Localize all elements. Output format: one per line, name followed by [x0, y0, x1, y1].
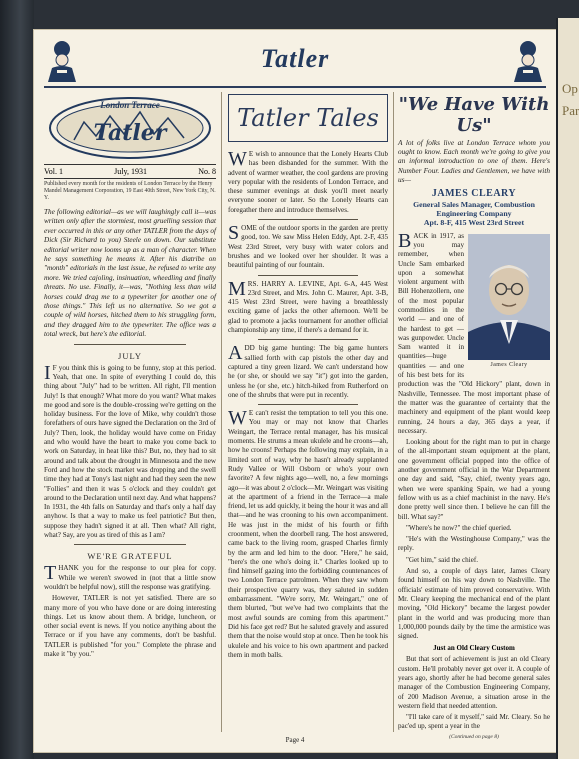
tale-5: [228, 409, 388, 660]
divider: [74, 544, 186, 545]
tatler-logo: [44, 92, 216, 162]
tale-1: [228, 150, 388, 215]
tale-4-body: DD big game hunting: The big game hunters sallied forth with cap pistols the other day and captured a tiny green lizard. We can't understand how he (or she, or should we say "it") got into the garden, unless he (or she, etc.) hitch-hiked from Rutherford on one of the shrubs that were put in recently.: [228, 344, 388, 399]
tale-3-body: RS. HARRY A. LEVINE, Apt. 6-A, 445 West 23rd Street, and Mrs. John C. Maurer, Apt. 3-B, 415 West 23rd Street, were having a breathlessly exciting game of jacks the other afternoon. We'll be glad to promote a jacks tournament for another official championship any time, if there's a demand for it.: [228, 279, 388, 335]
drop-cap: A: [228, 342, 243, 365]
profile-body-1: ACK in 1917, as you may remember, when Uncle Sam embarked upon a somewhat violent argument with Bill Hohenzollern, one of the most popular commodities in the world — and one of the hardest to get — was gunpowder. Uncle Sam wanted it in quantities—huge quantities — and one of his best bets for its production was the "Old Hickory" plant, down in Nashville, Tennessee. The most important phase of the matter was the guarantee of certainty that the machinery and equipment of the plant would keep running, 24 hours a day, 365 days a year, if necessary.: [398, 231, 550, 435]
photo-caption: James Cleary: [490, 361, 528, 368]
book-binding: [0, 0, 34, 759]
tatler-tales-banner: [228, 94, 388, 142]
editorial-intro: The following editorial—as we will laughingly call it—was written only after the stormiest, most gruelling session that ever occurred in this or any other TATLER from the days of Dick (Sir Richard to you) Steele on down. Our substitute editorial writer now looms up as a man of character. When he says something he means it. After his diatribe on "month" editorials in the last issue, he refused to write any more. We tried cajoling, insinuation, wheedling and finally threats. No use. Finally, it—was, "Nothing less than wild horses could drag me to a typewriter for another one of those things." This left us no alternative. So we got a couple of wild horses, hitched them to his struggling form, and they dragged him to the typewriter. The office was a total wreck, but here's the editorial.: [44, 208, 216, 339]
profile-photo: [468, 234, 550, 372]
column-middle: [228, 92, 388, 662]
header-band: [34, 30, 556, 90]
drop-cap: I: [44, 361, 51, 384]
profile-text-4: "He's with the Westinghouse Company," was the reply.: [398, 535, 550, 553]
divider: [258, 404, 358, 405]
divider: [258, 275, 358, 276]
drop-cap: T: [44, 562, 57, 585]
column-left: [44, 92, 216, 661]
tale-2-body: OME of the outdoor sports in the garden are pretty good, too. We saw Miss Helen Eddy, Apt. 2-F, 435 West 23rd Street, very busy with water colors and brushes and we looked over her shoulder. It was a beautiful painting of our fountain.: [228, 224, 388, 270]
divider: [258, 219, 358, 220]
magazine-page: [34, 30, 556, 752]
issue-vol: Vol. 1: [44, 167, 63, 176]
issue-no: No. 8: [198, 167, 216, 176]
issue-date: July, 1931: [114, 167, 147, 176]
portrait-icon: [468, 234, 550, 360]
grateful-body-1: HANK you for the response to our plea for copy. While we weren't swowed in (not that a little snow wouldn't be helpful now), still the response was gratifying.: [44, 564, 216, 591]
profile-role: General Sales Manager, Combustion Engineering Company: [413, 200, 535, 219]
drop-cap: W: [228, 148, 247, 170]
drop-cap: M: [228, 277, 246, 300]
top-rule: [44, 86, 546, 88]
drop-cap: S: [228, 222, 240, 245]
tale-2: [228, 224, 388, 270]
profile-address: Apt. 8-F, 415 West 23rd Street: [423, 218, 525, 228]
masthead-title: Tatler: [260, 44, 330, 73]
section-subheading: Just an Old Cleary Custom: [433, 644, 515, 653]
have-with-us-title: "We Have With Us": [398, 94, 550, 136]
portrait-image: [468, 234, 550, 360]
next-page-fragment: Op Par: [562, 81, 579, 118]
grateful-heading: WE'RE GRATEFUL: [87, 551, 173, 562]
tatler-tales-title: Tatler Tales: [237, 104, 379, 132]
profile-text-5: "Get him," said the chief.: [406, 555, 478, 564]
logo-top-text: London Terrace: [100, 100, 160, 110]
tale-1-body: E wish to announce that the Lonely Hearts Club has been disbanded for the summer. With the advent of warmer weather, the cool gardens are proving very popular with the residents of London Terrace, and these summer evenings at dusk you'll meet nearly everyone sooner or later. So the Lonely Hearts can foregather there and introduce themselves.: [228, 150, 388, 214]
next-page-edge: [556, 18, 579, 759]
profile-name: JAMES CLEARY: [431, 188, 517, 200]
grateful-text-2: However, TATLER is not yet satisfied. There are so many more of you who have done or are doing interesting things. Let us know about them. A bridge, luncheon, or other social event is news. If you notice anything about the Terrace or if you have any comments, don't be bashful. TATLER is published "for you." Complete the phrase and make it "by you.": [44, 594, 216, 658]
july-text: [44, 361, 216, 541]
tale-4: [228, 344, 388, 400]
grateful-text-1: [44, 564, 216, 592]
divider: [258, 339, 358, 340]
publisher-note: Published every month for the residents of London Terrace by the Henry Mandel Management Corporation, 19 East 40th Street, New York City, N. Y.: [44, 181, 216, 201]
divider: [74, 344, 186, 345]
profile-text-6: And so, a couple of days later, James Cleary found himself on his way down to Nashville. The officials' estimate of him proved conservative. With Mr. Cleary keeping the mechanical end of the plant moving, "Old Hickory" became the largest powder plant in the world and was producing more than 1,000,000 pounds daily by the time the armistice was signed.: [398, 567, 550, 641]
july-heading: JULY: [118, 350, 142, 361]
column-right: [398, 92, 550, 740]
july-body: F you think this is going to be funny, stop at this period. Yeah, that one. In spite of everything I could do, this thing about "July" had to be written. All right, I'll mention July! Is that enough? What more do you want? What makes me good and sore is the double-crossing we're getting on the holiday business. For the love of Mike, why couldn't those forefathers of ours have signed the Declaration on the 3rd of July? Then, look, the holiday would have come on Friday and who would have the heart to make you come back to work on Saturday, in heat like this? But, no, they had to sit around and talk about the drought in Minnesota and the new Ford and how the stock market was dropping and the swell time they had at Tony's last night and had they seen the new "Follies" and then it was 5 o'clock and they couldn't get around to the Declaration until next day. And what happens? In 1931, the 4th falls on Saturday and that's only a half day anyhow. Is that a way to make us feel patriotic? But then, suppose they hadn't signed it at all. Then what? All right, what? Say, are you as tired of this as I am?: [44, 363, 216, 540]
tale-5-body: E can't resist the temptation to tell you this one. You may or may not know that Charles Weingart, the Terrace rental manager, has his musical moments. He strums a mean ukulele and he croons—ah, how he croons! Perhaps the following may explain, in a limited sort of way, why he hasn't already supplanted Rudy Vallee or Will Osborn or who's your own favorite? A few nights ago—well, no, a few mornings ago—it was about 2 o'clock—Mr. Weingart was visiting at the apartment of a friend in the Terrace—a male friend, let us add quickly, it being the hour it was and all that—and he was crooning to his own accompaniment. He was just in the midst of his fourth or fifth croonment, when the doorbell rang. The host answered, came back to the living room, grasped Charles firmly by the arm and led him to the door. "Here," he said, "here's the one who's doing it." Charles looked up to find himself gazing into the forbidding countenances of two London Terrace patrolmen. When they saw whom their prospective quarry was, they saluted in sudden embarrassment. "We're sorry, Mr. Weingart," one of them blurted, "but we've had two complaints that the most awful sounds are coming from this apartment." Did his face get red? But he saluted gravely and assured them that the noise would stop at once. Then he took his ukulele and his voice to his own apartment and packed them in moth balls.: [228, 409, 388, 659]
tale-3: [228, 277, 388, 336]
continued-note: (Continued on page 8): [449, 733, 499, 740]
page-number: Page 4: [285, 736, 305, 744]
have-with-us-intro: A lot of folks live at London Terrace whom you ought to know. Each month we're going to give you an informal introduction to one of them. Here's Number Four. Ladies and Gentlemen, we have with us—: [398, 138, 550, 184]
column-divider: [221, 92, 222, 732]
column-divider: [393, 92, 394, 732]
profile-text-8: "I'll take care of it myself," said Mr. Cleary. So he pac'ed up, spent a year in the: [398, 713, 550, 731]
profile-text-2: Looking about for the right man to put in charge of the all-important steam equipment at the plant, one government official popped into the office of another government official in the War Department one day and said, "Say, chief, twenty years ago, when we were spanking Spain, we had a young fellow with us as a chief machinist in the navy. He's done pretty well since then. I believe he can fill the bill. What say?": [398, 438, 550, 521]
drop-cap: W: [228, 407, 247, 430]
drop-cap: B: [398, 229, 412, 252]
profile-text-7: But that sort of achievement is just an old Cleary custom. He'll probably never get over it. A couple of years ago, shortly after he had become general sales manager of the Combustion Engineering Company, of 200 Madison Avenue, a situation arose in the western field that needed attention.: [398, 655, 550, 710]
logo-wordmark: Tatler: [93, 120, 167, 146]
issue-line: [44, 164, 216, 179]
profile-text-3: "Where's he now?" the chief queried.: [406, 523, 512, 532]
